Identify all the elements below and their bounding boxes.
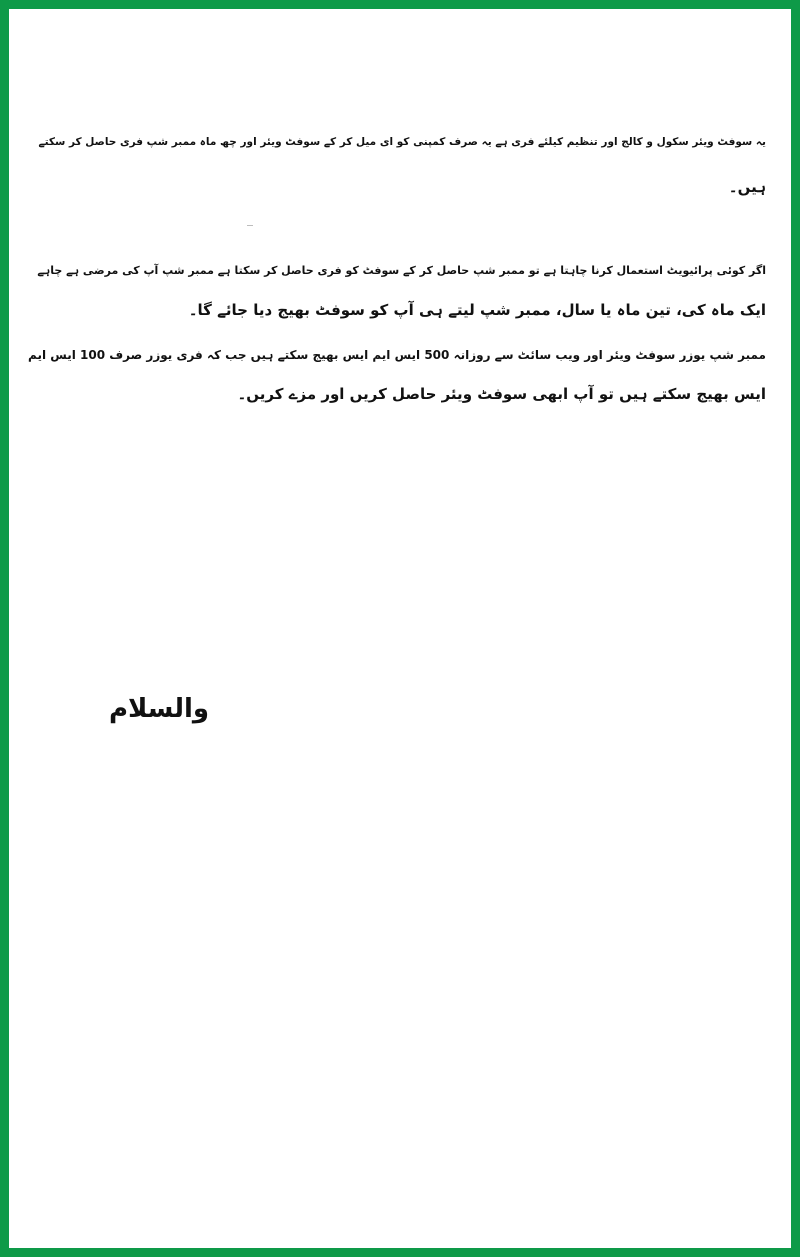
paragraph-1-line-1: یہ سوفٹ ویئر سکول و کالج اور تنظیم کیلئے فری ہے یہ صرف کمپنی کو ای میل کر کے سوفٹ ویئر اور چھ ماہ ممبر شپ فری حاصل کر سکتے: [38, 136, 766, 148]
paragraph-1-line-2: ہیں۔: [728, 178, 766, 196]
scan-speck: [247, 225, 253, 226]
paragraph-2-line-2: ایک ماہ کی، تین ماہ یا سال، ممبر شپ لیتے ہی آپ کو سوفٹ بھیج دیا جائے گا۔: [188, 301, 766, 319]
closing-salutation: والسلام: [109, 694, 210, 724]
paragraph-3-line-2: ایس بھیج سکتے ہیں تو آپ ابھی سوفٹ ویئر حاصل کریں اور مزے کریں۔: [237, 385, 766, 403]
paragraph-2-line-1: اگر کوئی پرائیویٹ استعمال کرنا چاہتا ہے تو ممبر شپ حاصل کر کے سوفٹ کو فری حاصل کر سکتا ہے ممبر شپ آپ کی مرضی ہے چاہے: [37, 264, 766, 277]
paragraph-3-line-1: ممبر شپ یوزر سوفٹ ویئر اور ویب سائٹ سے روزانہ 500 ایس ایم ایس بھیج سکتے ہیں جب کہ فری یوزر صرف 100 ایس ایم: [28, 348, 766, 362]
